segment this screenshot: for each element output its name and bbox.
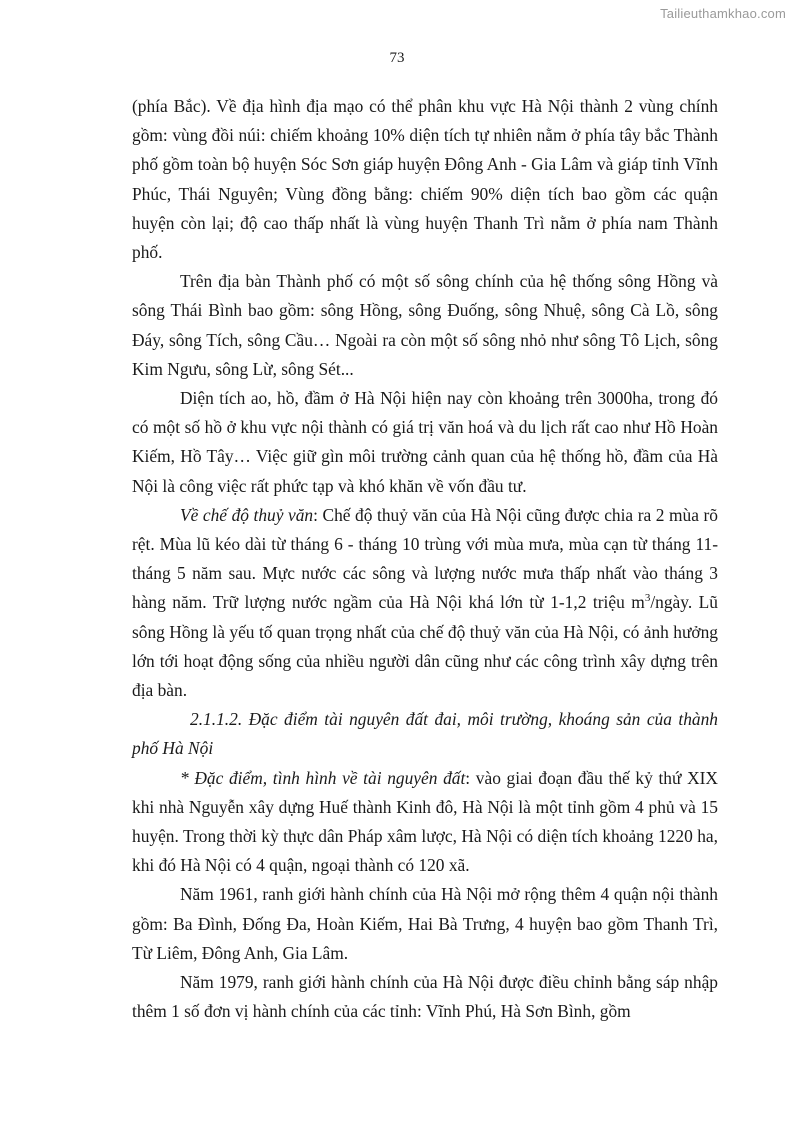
hydrology-label: Về chế độ thuỷ văn: [180, 504, 314, 525]
paragraph-lakes: Diện tích ao, hồ, đầm ở Hà Nội hiện nay còn khoảng trên 3000ha, trong đó có một số hồ ở khu vực nội thành có giá trị văn hoá và du lịch rất cao như Hồ Hoàn Kiếm, Hồ Tây… Việc giữ gìn môi trường cảnh quan của hệ thống hồ, đầm của Hà Nội là công việc rất phức tạp và khó khăn về vốn đầu tư.: [132, 388, 718, 496]
watermark: Tailieuthamkhao.com: [660, 6, 786, 21]
hydrology-text-a: : Chế độ thuỷ văn của Hà Nội cũng được chia ra 2 mùa rõ rệt. Mùa lũ kéo dài từ tháng 6 - tháng 10 trùng với mùa mưa, mùa cạn từ tháng 11- tháng 5 năm sau. Mực nước các sông và lượng nước mưa thấp nhất vào tháng 3 hàng năm. Trữ lượng nước ngầm của Hà Nội khá lớn từ 1-1,2 triệu m: [132, 504, 718, 613]
paragraph-terrain: (phía Bắc). Về địa hình địa mạo có thể phân khu vực Hà Nội thành 2 vùng chính gồm: vùng đồi núi: chiếm khoảng 10% diện tích tự nhiên nằm ở phía tây bắc Thành phố gồm toàn bộ huyện Sóc Sơn giáp huyện Đông Anh - Gia Lâm và giáp tỉnh Vĩnh Phúc, Thái Nguyên; Vùng đồng bằng: chiếm 90% diện tích bao gồm các quận huyện còn lại; độ cao thấp nhất là vùng huyện Thanh Trì nằm ở phía nam Thành phố.: [132, 96, 718, 263]
paragraph-1961: Năm 1961, ranh giới hành chính của Hà Nội mở rộng thêm 4 quận nội thành gồm: Ba Đình, Đống Đa, Hoàn Kiếm, Hai Bà Trưng, 4 huyện bao gồm Thanh Trì, Từ Liêm, Đông Anh, Gia Lâm.: [132, 884, 718, 963]
paragraph-land-resources: [132, 764, 718, 881]
hydrology-text-b: /ngày. Lũ sông Hồng là yếu tố quan trọng nhất của chế độ thuỷ văn của Hà Nội, có ảnh hưởng lớn tới hoạt động sống của nhiều người dân cũng như các công trình xây dựng trên địa bàn.: [132, 592, 718, 701]
paragraph-1979: Năm 1979, ranh giới hành chính của Hà Nội được điều chỉnh bằng sáp nhập thêm 1 số đơn vị hành chính của các tỉnh: Vĩnh Phú, Hà Sơn Bình, gồm: [132, 972, 718, 1022]
document-body: [132, 92, 718, 1027]
page-number: 73: [389, 50, 405, 66]
superscript-3: 3: [644, 592, 651, 605]
paragraph-rivers: Trên địa bàn Thành phố có một số sông chính của hệ thống sông Hồng và sông Thái Bình bao gồm: sông Hồng, sông Đuống, sông Nhuệ, sông Cà Lồ, sông Đáy, sông Tích, sông Cầu… Ngoài ra còn một số sông nhỏ như sông Tô Lịch, sông Kim Ngưu, sông Lừ, sông Sét...: [132, 271, 718, 379]
paragraph-hydrology: [132, 501, 718, 705]
section-heading: 2.1.1.2. Đặc điểm tài nguyên đất đai, môi trường, khoáng sản của thành phố Hà Nội: [132, 709, 718, 759]
land-text: : vào giai đoạn đầu thế kỷ thứ XIX khi nhà Nguyễn xây dựng Huế thành Kinh đô, Hà Nội là một tỉnh gồm 4 phủ và 15 huyện. Trong thời kỳ thực dân Pháp xâm lược, Hà Nội có diện tích khoảng 1220 ha, khi đó Hà Nội có 4 quận, ngoại thành có 120 xã.: [132, 767, 718, 876]
land-label: * Đặc điểm, tình hình về tài nguyên đất: [180, 767, 466, 788]
